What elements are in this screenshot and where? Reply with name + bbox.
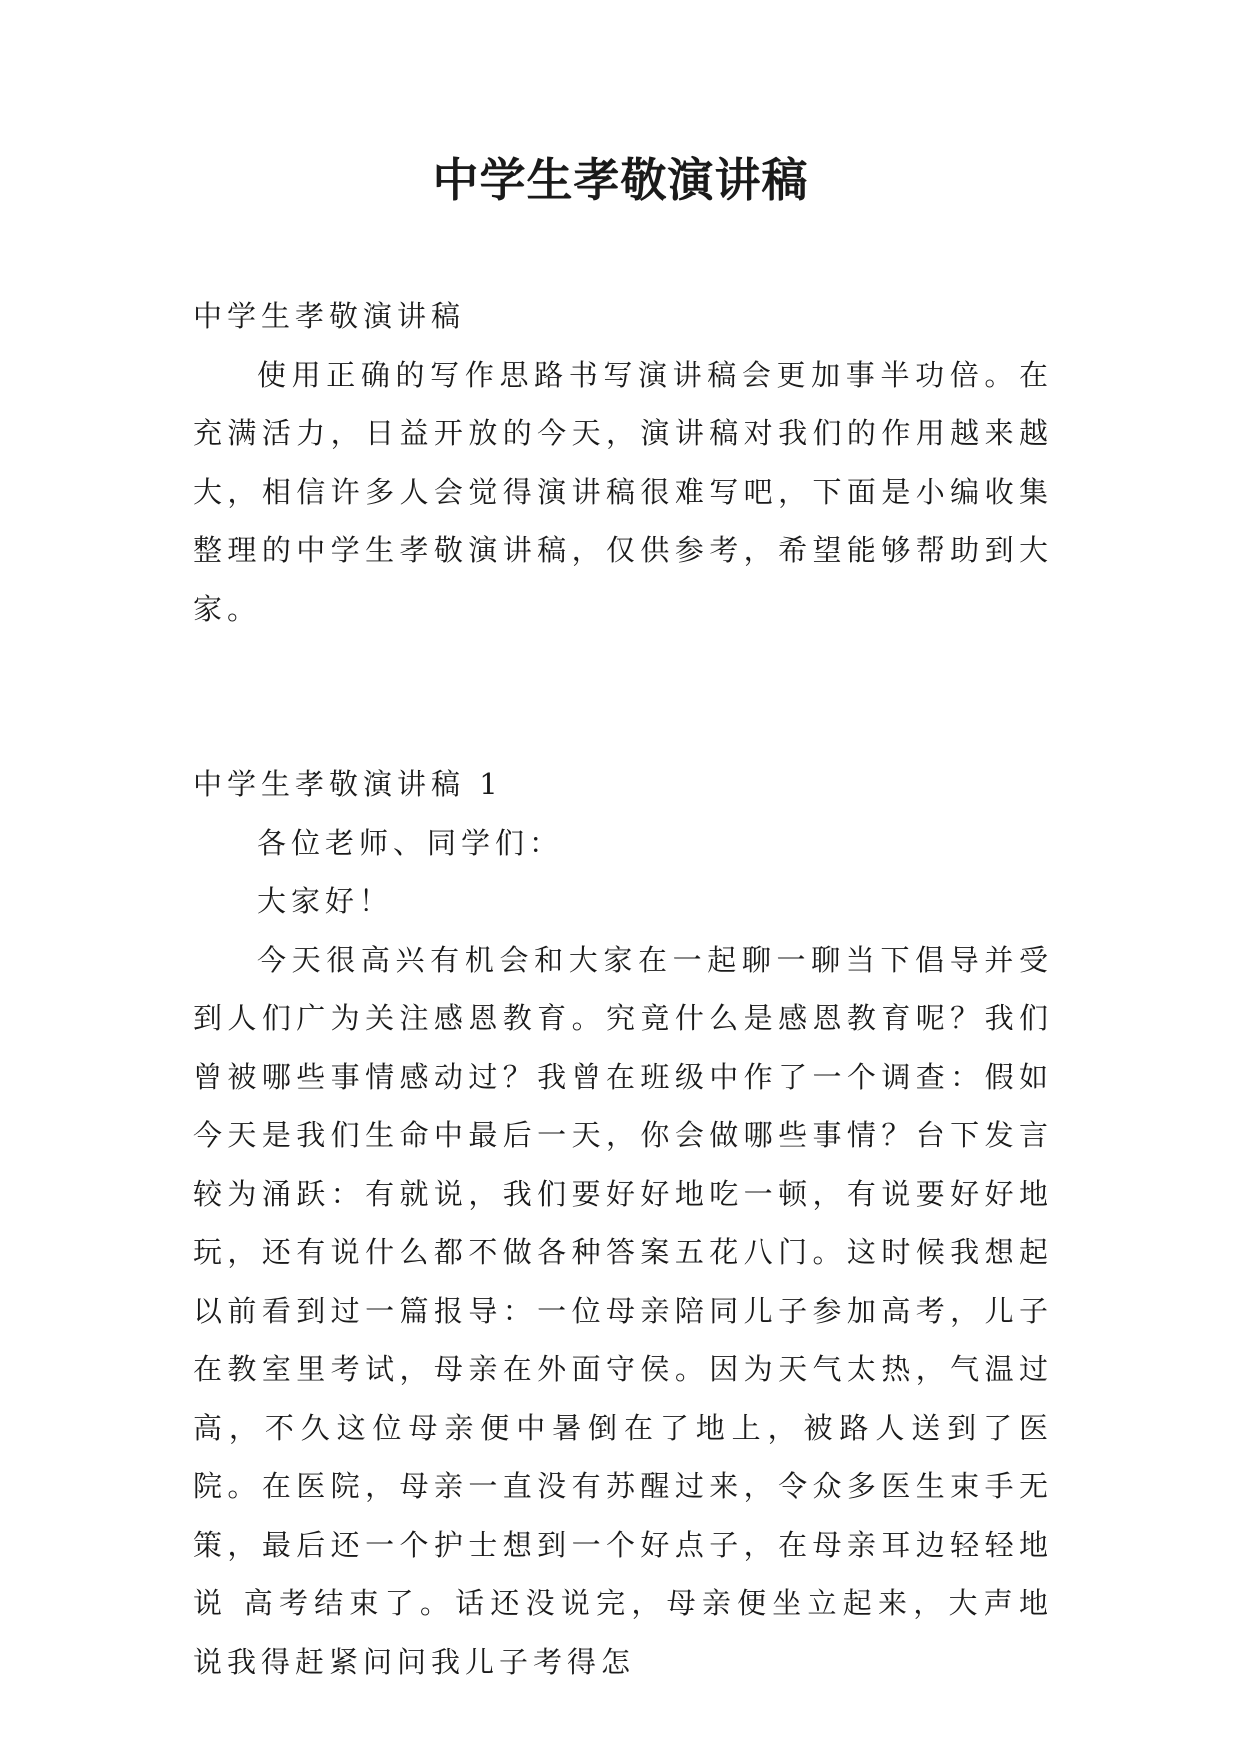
body-paragraph: 今天很高兴有机会和大家在一起聊一聊当下倡导并受到人们广为关注感恩教育。究竟什么是感恩教育呢？我们曾被哪些事情感动过？我曾在班级中作了一个调查：假如今天是我们生命中最后一天，你会做哪些事情？台下发言较为涌跃：有就说，我们要好好地吃一顿，有说要好好地玩，还有说什么都不做各种答案五花八门。这时候我想起以前看到过一篇报导：一位母亲陪同儿子参加高考，儿子在教室里考试，母亲在外面守侯。因为天气太热，气温过高，不久这位母亲便中暑倒在了地上，被路人送到了医院。在医院，母亲一直没有苏醒过来，令众多医生束手无策，最后还一个护士想到一个好点子，在母亲耳边轻轻地说 高考结束了。话还没说完，母亲便坐立起来，大声地说我得赶紧问问我儿子考得怎 — [193, 942, 1053, 1679]
document-body — [193, 287, 1053, 1691]
intro-paragraph: 使用正确的写作思路书写演讲稿会更加事半功倍。在充满活力，日益开放的今天，演讲稿对我们的作用越来越大，相信许多人会觉得演讲稿很难写吧，下面是小编收集整理的中学生孝敬演讲稿，仅供参考，希望能够帮助到大家。 — [193, 357, 1053, 626]
section-heading: 中学生孝敬演讲稿 1 — [193, 767, 503, 801]
intro-heading: 中学生孝敬演讲稿 — [193, 299, 466, 333]
document-title: 中学生孝敬演讲稿 — [432, 153, 809, 207]
salutation: 各位老师、同学们： — [257, 825, 564, 860]
greeting: 大家好！ — [257, 884, 394, 918]
section-spacer — [193, 638, 1053, 755]
